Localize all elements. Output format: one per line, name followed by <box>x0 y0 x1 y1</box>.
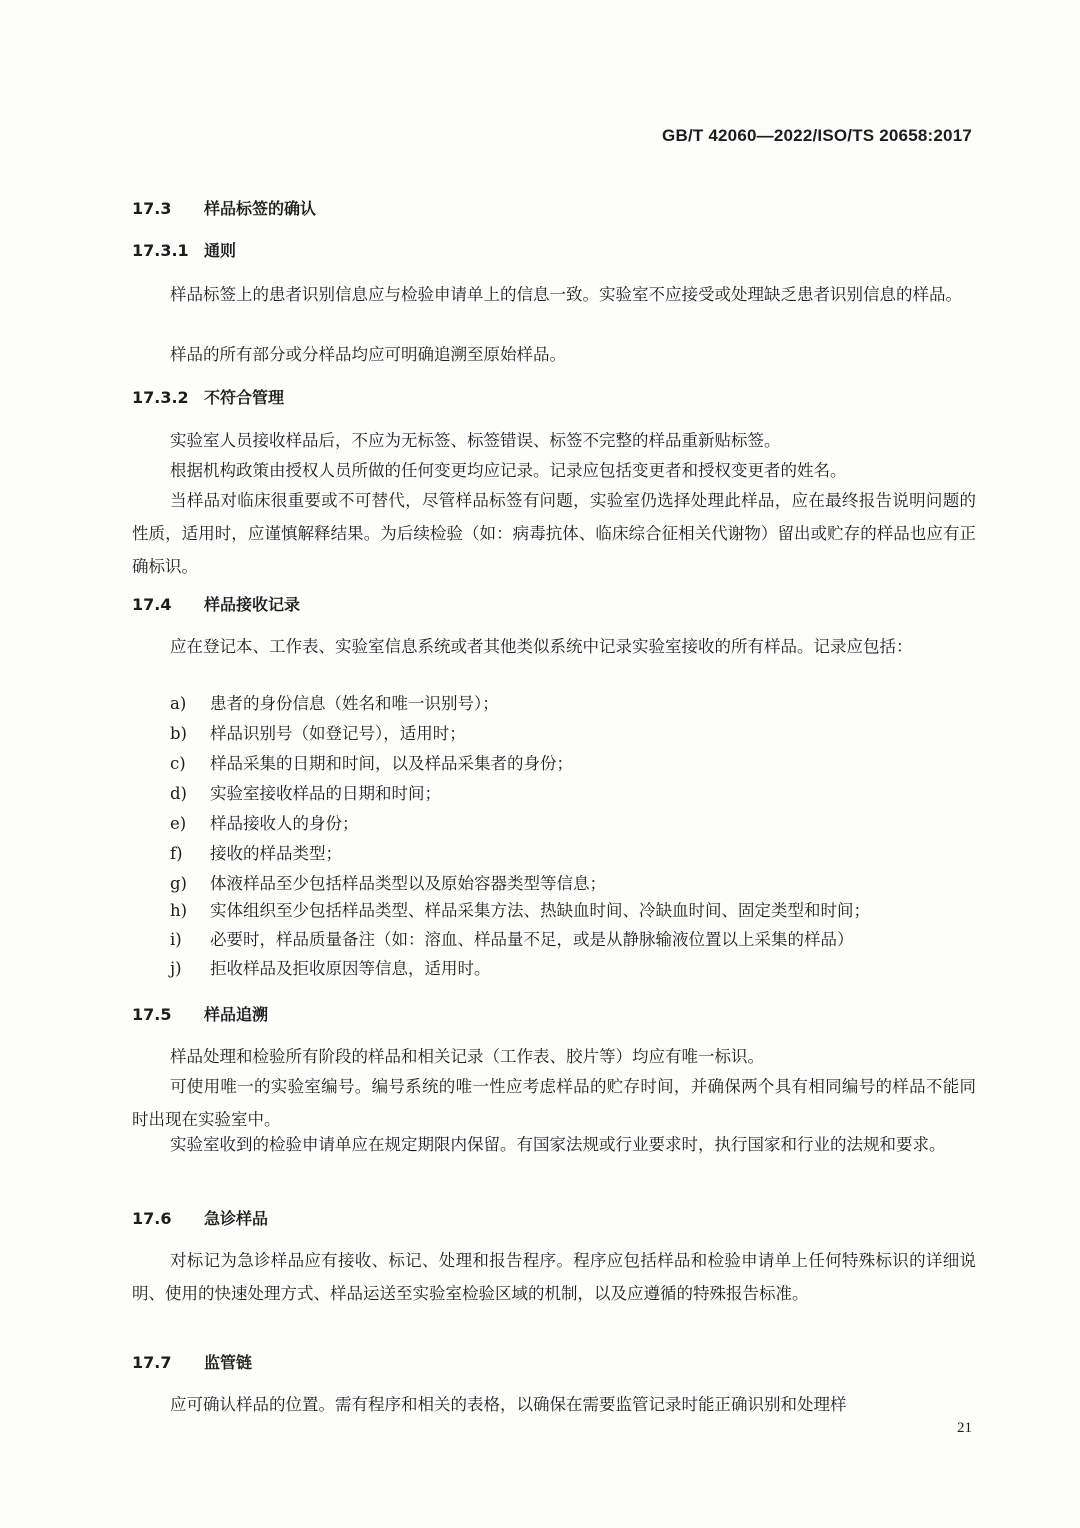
section-number: 17.3.1 <box>132 241 189 260</box>
document-code: GB/T 42060—2022/ISO/TS 20658:2017 <box>662 126 972 145</box>
list-item-text: 必要时，样品质量备注（如：溶血、样品量不足，或是从静脉输液位置以上采集的样品） <box>210 930 854 949</box>
section-heading-17-7 <box>132 1350 252 1373</box>
paragraph: 实验室人员接收样品后，不应为无标签、标签错误、标签不完整的样品重新贴标签。 <box>170 431 781 450</box>
list-marker: f) <box>170 844 183 863</box>
section-heading-17-3-1 <box>132 238 236 261</box>
list-item <box>170 809 980 839</box>
section-title: 样品标签的确认 <box>204 199 317 218</box>
paragraph: 可使用唯一的实验室编号。编号系统的唯一性应考虑样品的贮存时间，并确保两个具有相同编号的样品不能同时出现在实验室中。 <box>132 1077 976 1129</box>
paragraph: 应可确认样品的位置。需有程序和相关的表格，以确保在需要监管记录时能正确识别和处理样 <box>170 1395 847 1414</box>
paragraph: 根据机构政策由授权人员所做的任何变更均应记录。记录应包括变更者和授权变更者的姓名。 <box>170 461 847 480</box>
paragraph: 对标记为急诊样品应有接收、标记、处理和报告程序。程序应包括样品和检验申请单上任何特殊标识的详细说明、使用的快速处理方式、样品运送至实验室检验区域的机制，以及应遵循的特殊报告标准。 <box>132 1251 976 1303</box>
list-marker: e) <box>170 814 187 833</box>
list-item <box>170 749 980 779</box>
list-item-text: 拒收样品及拒收原因等信息，适用时。 <box>210 959 491 978</box>
paragraph: 应在登记本、工作表、实验室信息系统或者其他类似系统中记录实验室接收的所有样品。记录应包括： <box>170 637 913 656</box>
paragraph: 样品处理和检验所有阶段的样品和相关记录（工作表、胶片等）均应有唯一标识。 <box>170 1047 764 1066</box>
list-marker: d) <box>170 784 187 803</box>
paragraph: 当样品对临床很重要或不可替代，尽管样品标签有问题，实验室仍选择处理此样品，应在最终报告说明问题的性质，适用时，应谨慎解释结果。为后续检验（如：病毒抗体、临床综合征相关代谢物）留出或贮存的样品也应有正确标识。 <box>132 491 976 576</box>
section-number: 17.6 <box>132 1209 172 1228</box>
list-item-text: 实体组织至少包括样品类型、样品采集方法、热缺血时间、冷缺血时间、固定类型和时间； <box>210 901 870 920</box>
section-number: 17.4 <box>132 595 172 614</box>
list-item-text: 样品采集的日期和时间，以及样品采集者的身份； <box>210 754 573 773</box>
list-item <box>170 779 980 809</box>
list-item <box>170 719 980 749</box>
list-marker: c) <box>170 754 186 773</box>
list-item <box>170 839 980 869</box>
list-item-text: 样品接收人的身份； <box>210 814 359 833</box>
list-item-text: 样品识别号（如登记号），适用时； <box>210 724 466 743</box>
section-number: 17.3 <box>132 199 172 218</box>
paragraph: 实验室收到的检验申请单应在规定期限内保留。有国家法规或行业要求时，执行国家和行业的法规和要求。 <box>170 1135 946 1154</box>
list-marker: a) <box>170 694 187 713</box>
section-title: 不符合管理 <box>204 388 285 407</box>
section-heading-17-3-2 <box>132 385 284 408</box>
list-item-text: 实验室接收样品的日期和时间； <box>210 784 441 803</box>
list-marker: b) <box>170 724 187 743</box>
section-title: 监管链 <box>204 1353 253 1372</box>
list-item-text: 患者的身份信息（姓名和唯一识别号）； <box>210 694 499 713</box>
section-heading-17-4 <box>132 592 300 615</box>
paragraph: 样品的所有部分或分样品均应可明确追溯至原始样品。 <box>170 345 566 364</box>
paragraph: 样品标签上的患者识别信息应与检验申请单上的信息一致。实验室不应接受或处理缺乏患者识别信息的样品。 <box>170 285 962 304</box>
list-item <box>170 925 980 955</box>
list-marker: g) <box>170 874 187 893</box>
section-heading-17-3 <box>132 196 316 219</box>
section-heading-17-5 <box>132 1002 268 1025</box>
list-item-text: 体液样品至少包括样品类型以及原始容器类型等信息； <box>210 874 606 893</box>
section-number: 17.3.2 <box>132 388 189 407</box>
section-number: 17.7 <box>132 1353 172 1372</box>
list-item <box>170 869 980 899</box>
section-title: 急诊样品 <box>204 1209 269 1228</box>
list-marker: i) <box>170 930 182 949</box>
list-item <box>170 954 980 984</box>
section-title: 通则 <box>204 241 237 260</box>
section-heading-17-6 <box>132 1206 268 1229</box>
page-number: 21 <box>957 1420 972 1436</box>
section-number: 17.5 <box>132 1005 172 1024</box>
section-title: 样品追溯 <box>204 1005 269 1024</box>
list-marker: h) <box>170 901 188 920</box>
section-title: 样品接收记录 <box>204 595 301 614</box>
list-item <box>170 689 980 719</box>
list-marker: j) <box>170 959 182 978</box>
list-item-text: 接收的样品类型； <box>210 844 342 863</box>
list-item <box>170 896 980 926</box>
